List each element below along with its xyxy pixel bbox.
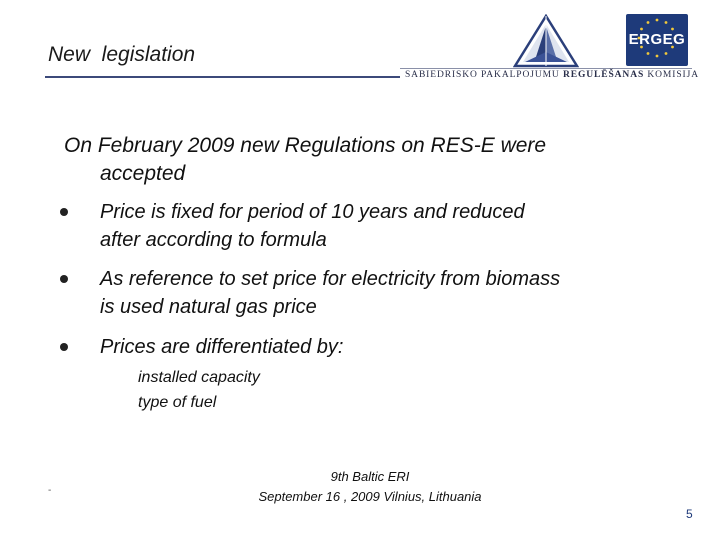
bullet-item [60,198,710,254]
bullet-dot-icon [60,275,68,283]
bullet-dot-icon [60,208,68,216]
footer-left-mark: - [48,485,52,496]
bullet-dot-icon [60,343,68,351]
slide-title: New legislation [48,43,196,66]
sub-item-type-of-fuel: type of fuel [138,394,217,411]
bullet-line-1: As reference to set price for electricity from biomass [100,268,561,290]
bullet-line-2: after according to formula [100,229,327,251]
intro-line-2: accepted [100,162,186,185]
intro-paragraph [64,132,664,188]
page-number: 5 [686,507,693,521]
bullet-line-2: is used natural gas price [100,296,317,318]
commission-name-regular: SABIEDRISKO PAKALPOJUMU [405,70,563,80]
regulator-logo-icon [513,14,579,68]
footer-date-location: September 16 , 2009 Vilnius, Lithuania [258,489,482,504]
footer-event: 9th Baltic ERI [330,469,410,484]
header-divider [400,68,692,69]
ergeg-logo [626,14,688,66]
title-underline [45,76,400,78]
intro-line-1: On February 2009 new Regulations on RES-E were [64,134,547,157]
sub-item-list [138,365,260,415]
commission-name [405,70,699,80]
bullet-item [60,333,710,361]
footer [220,467,520,507]
commission-name-bold: REGULĒŠANAS [562,70,645,80]
commission-name-end: KOMISIJA [644,70,699,80]
ergeg-logo-text: ERGEG [628,31,686,48]
sub-item-installed-capacity: installed capacity [138,369,260,386]
bullet-line-1: Price is fixed for period of 10 years and reduced [100,201,525,223]
bullet-item [60,265,710,321]
bullet-line-1: Prices are differentiated by: [100,336,344,358]
